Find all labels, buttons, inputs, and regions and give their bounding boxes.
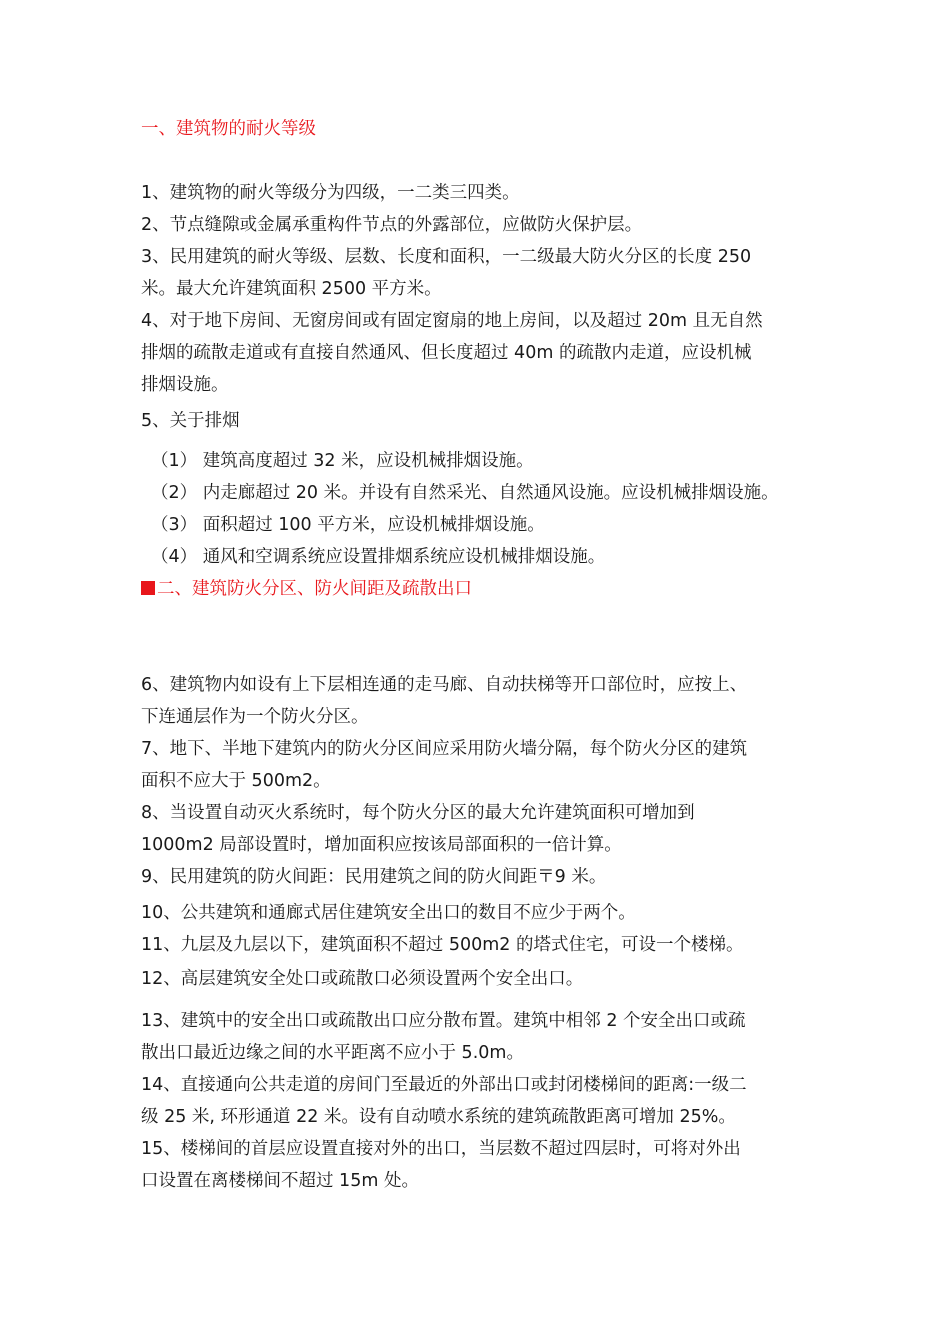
paragraph-line: 口设置在离楼梯间不超过 15m 处。: [141, 1171, 419, 1191]
sub-item-line: （3） 面积超过 100 平方米，应设机械排烟设施。: [151, 515, 545, 535]
paragraph-line: 下连通层作为一个防火分区。: [141, 707, 369, 727]
paragraph-line: 9、民用建筑的防火间距：民用建筑之间的防火间距〒9 米。: [141, 867, 607, 887]
sub-item-line: （4） 通风和空调系统应设置排烟系统应设机械排烟设施。: [151, 547, 606, 567]
paragraph-line: 排烟设施。: [141, 375, 229, 395]
paragraph-line: 排烟的疏散走道或有直接自然通风、但长度超过 40m 的疏散内走道，应设机械: [141, 343, 752, 363]
paragraph-line: 1000m2 局部设置时，增加面积应按该局部面积的一倍计算。: [141, 835, 622, 855]
sub-item-line: （1） 建筑高度超过 32 米，应设机械排烟设施。: [151, 451, 534, 471]
paragraph-line: 级 25 米, 环形通道 22 米。设有自动喷水系统的建筑疏散距离可增加 25%。: [141, 1107, 736, 1127]
paragraph-line: 6、建筑物内如设有上下层相连通的走马廊、自动扶梯等开口部位时，应按上、: [141, 675, 748, 695]
section-1-heading: 一、建筑物的耐火等级: [141, 119, 316, 139]
paragraph-line: 8、当设置自动灭火系统时，每个防火分区的最大允许建筑面积可增加到: [141, 803, 695, 823]
paragraph-line: 14、直接通向公共走道的房间门至最近的外部出口或封闭楼梯间的距离:一级二: [141, 1075, 747, 1095]
paragraph-line: 散出口最近边缘之间的水平距离不应小于 5.0m。: [141, 1043, 524, 1063]
paragraph-line: 11、九层及九层以下，建筑面积不超过 500m2 的塔式住宅，可设一个楼梯。: [141, 935, 744, 955]
paragraph-line: 12、高层建筑安全处口或疏散口必须设置两个安全出口。: [141, 969, 584, 989]
paragraph-line: 5、关于排烟: [141, 411, 240, 431]
paragraph-line: 7、地下、半地下建筑内的防火分区间应采用防火墙分隔，每个防火分区的建筑: [141, 739, 748, 759]
paragraph-line: 13、建筑中的安全出口或疏散出口应分散布置。建筑中相邻 2 个安全出口或疏: [141, 1011, 746, 1031]
section-2-heading: [141, 578, 472, 600]
section-2-heading-text: 二、建筑防火分区、防火间距及疏散出口: [157, 579, 472, 599]
paragraph-line: 2、节点缝隙或金属承重构件节点的外露部位，应做防火保护层。: [141, 215, 643, 235]
sub-item-line: （2） 内走廊超过 20 米。并设有自然采光、自然通风设施。应设机械排烟设施。: [151, 483, 779, 503]
paragraph-line: 4、对于地下房间、无窗房间或有固定窗扇的地上房间，以及超过 20m 且无自然: [141, 311, 763, 331]
paragraph-line: 3、民用建筑的耐火等级、层数、长度和面积，一二级最大防火分区的长度 250: [141, 247, 752, 267]
paragraph-line: 1、建筑物的耐火等级分为四级，一二类三四类。: [141, 183, 520, 203]
paragraph-line: 米。最大允许建筑面积 2500 平方米。: [141, 279, 442, 299]
paragraph-line: 15、楼梯间的首层应设置直接对外的出口，当层数不超过四层时，可将对外出: [141, 1139, 741, 1159]
paragraph-line: 10、公共建筑和通廊式居住建筑安全出口的数目不应少于两个。: [141, 903, 636, 923]
paragraph-line: 面积不应大于 500m2。: [141, 771, 331, 791]
red-square-bullet-icon: [141, 581, 155, 595]
